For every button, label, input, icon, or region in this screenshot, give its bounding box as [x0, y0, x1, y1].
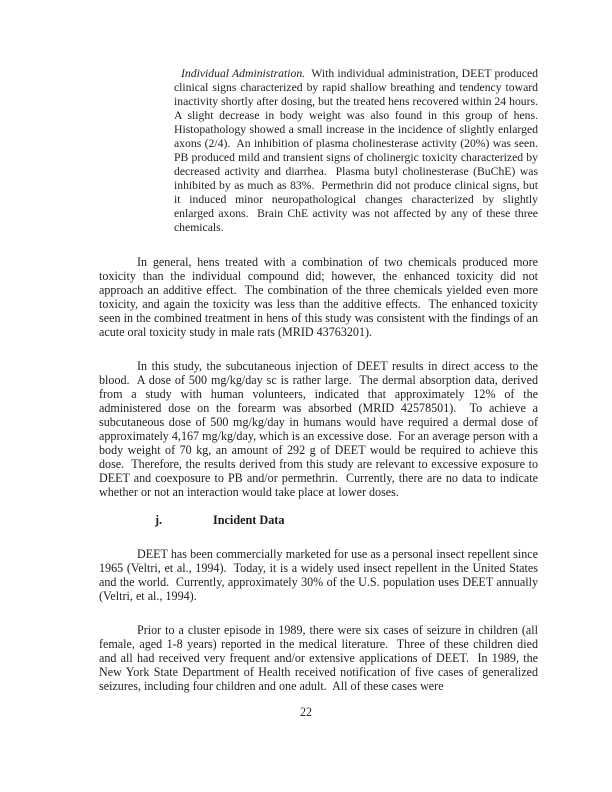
blockquote-italic-lead: Individual Administration. [181, 67, 306, 80]
paragraph-deet-marketed: DEET has been commercially marketed for use as a personal insect repellent since 1965 (Veltri, et al., 1994). Today, it is a widely used insect repellent in the United States and the world. Currently, approximately 30% of the U.S. population uses DEET annually (Veltri, et al., 1994). [99, 547, 542, 603]
section-heading-title: Incident Data [213, 513, 285, 527]
blockquote-individual-administration [174, 67, 544, 235]
paragraph-seizure-cases: Prior to a cluster episode in 1989, there were six cases of seizure in children (all female, aged 1-8 years) reported in the medical literature. Three of these children died and all had received very frequent and/or extensive applications of DEET. In 1989, the New York State Department of Health received notification of five cases of generalized seizures, including four children and one adult. All of these cases were [99, 623, 542, 693]
paragraph-subcutaneous-injection: In this study, the subcutaneous injection of DEET results in direct access to the blood. A dose of 500 mg/kg/day sc is rather large. The dermal absorption data, derived from a study with human volunteers, indicated that approximately 12% of the administered dose on the forearm was absorbed (MRID 42578501). To achieve a subcutaneous dose of 500 mg/kg/day in humans would have required a dermal dose of approximately 4,167 mg/kg/day, which is an excessive dose. For an average person with a body weight of 70 kg, an amount of 292 g of DEET would be required to achieve this dose. Therefore, the results derived from this study are relevant to excessive exposure to DEET and coexposure to PB and/or permethrin. Currently, there are no data to indicate whether or not an interaction would take place at lower doses. [99, 359, 542, 499]
page-number: 22 [299, 705, 313, 719]
paragraph-combination-toxicity: In general, hens treated with a combination of two chemicals produced more toxicity than the individual compound did; however, the enhanced toxicity did not approach an additive effect. The combination of the three chemicals yielded even more toxicity, and again the toxicity was less than the additive effects. The enhanced toxicity seen in the combined treatment in hens of this study was consistent with the findings of an acute oral toxicity study in male rats (MRID 43763201). [99, 255, 542, 339]
section-heading-incident-data [155, 513, 538, 527]
text-column [99, 67, 544, 693]
blockquote-body-text: With individual administration, DEET produced clinical signs characterized by rapid shallow breathing and tendency toward inactivity shortly after dosing, but the treated hens recovered within 24 hours. A slight decrease in body weight was also found in this group of hens. Histopathology showed a small increase in the incidence of slightly enlarged axons (2/4). An inhibition of plasma cholinesterase activity (20%) was seen. PB produced mild and transient signs of cholinergic toxicity characterized by decreased activity and diarrhea. Plasma butyl cholinesterase (BuChE) was inhibited by as much as 83%. Permethrin did not produce clinical signs, but it induced minor neuropathological changes characterized by slightly enlarged axons. Brain ChE activity was not affected by any of these three chemicals. [174, 67, 544, 234]
section-heading-letter: j. [155, 513, 163, 527]
